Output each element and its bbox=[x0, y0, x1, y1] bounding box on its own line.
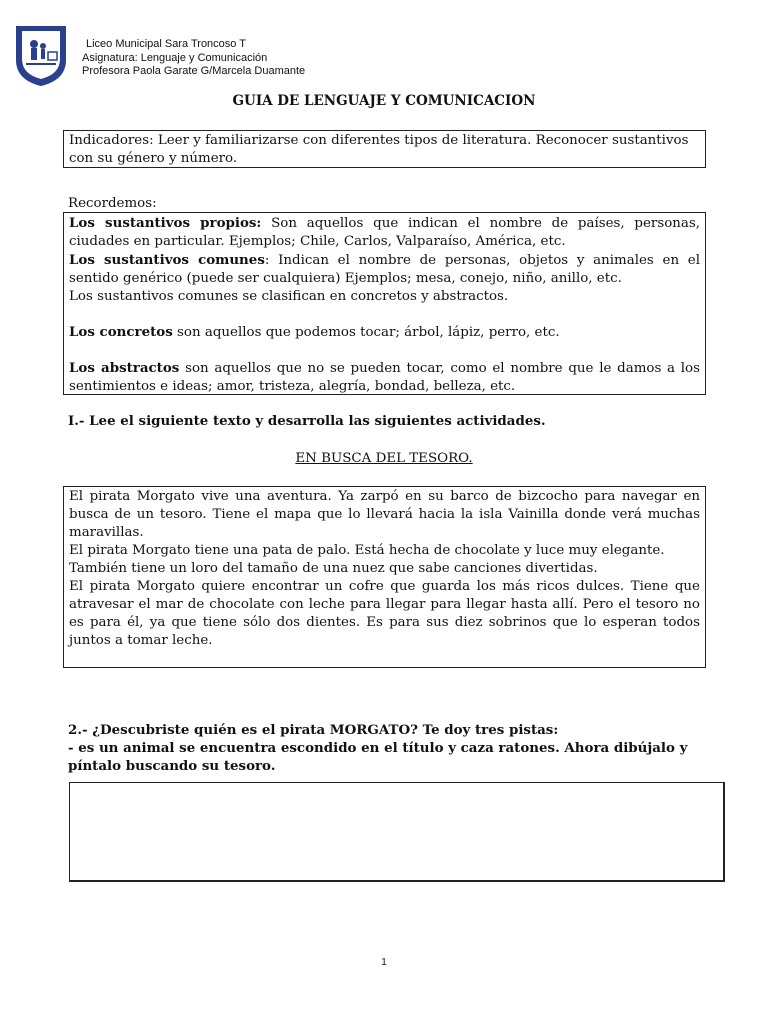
definitions-box bbox=[63, 212, 706, 395]
def-clasificacion: Los sustantivos comunes se clasifican en concretos y abstractos. bbox=[69, 289, 509, 304]
def-abstractos: Los abstractos son aquellos que no se pueden tocar, como el nombre que le damos a los sentimientos e ideas; amor, tristeza, alegría, bondad, belleza, etc. bbox=[69, 360, 700, 394]
teacher-line: Profesora Paola Garate G/Marcela Duamante bbox=[82, 65, 306, 77]
page-number: 1 bbox=[381, 957, 387, 968]
story-paragraph: También tiene un loro del tamaño de una nuez que sabe canciones divertidas. bbox=[69, 561, 598, 576]
story-paragraph: El pirata Morgato vive una aventura. Ya zarpó en su barco de bizcocho para navegar en busca de un tesoro. Tiene el mapa que lo llevará hacia la isla Vainilla donde verá muchas maravillas. bbox=[69, 489, 700, 540]
recordemos-label: Recordemos: bbox=[68, 196, 157, 211]
school-header bbox=[82, 38, 305, 79]
question-2 bbox=[68, 721, 708, 775]
page-title: GUIA DE LENGUAJE Y COMUNICACION bbox=[232, 93, 536, 109]
school-logo bbox=[12, 22, 70, 88]
section-1-heading: I.- Lee el siguiente texto y desarrolla las siguientes actividades. bbox=[68, 413, 546, 429]
indicators-box: Indicadores: Leer y familiarizarse con diferentes tipos de literatura. Reconocer sustantivos con su género y número. bbox=[63, 130, 706, 168]
story-title: EN BUSCA DEL TESORO. bbox=[295, 451, 473, 466]
story-paragraph: El pirata Morgato quiere encontrar un cofre que guarda los más ricos dulces. Tiene que atravesar el mar de chocolate con leche para llegar para llegar hasta allí. Pero el tesoro no es para él, ya que tiene sólo dos dientes. Es para sus diez sobrinos que lo esperan todos juntos a tomar leche. bbox=[69, 579, 700, 648]
def-comunes: Los sustantivos comunes: Indican el nombre de personas, objetos y animales en el sentido genérico (puede ser cualquiera) Ejemplos; mesa, conejo, niño, anillo, etc. bbox=[69, 252, 700, 286]
story-paragraph: El pirata Morgato tiene una pata de palo. Está hecha de chocolate y luce muy elegante. bbox=[69, 543, 665, 558]
question-2-line2: - es un animal se encuentra escondido en el título y caza ratones. Ahora dibújalo y píntalo buscando su tesoro. bbox=[68, 740, 688, 774]
def-propios: Los sustantivos propios: Son aquellos que indican el nombre de países, personas, ciudades en particular. Ejemplos; Chile, Carlos, Valparaíso, América, etc. bbox=[69, 215, 700, 249]
question-2-line1: 2.- ¿Descubriste quién es el pirata MORGATO? Te doy tres pistas: bbox=[68, 722, 559, 738]
school-name: Liceo Municipal Sara Troncoso T bbox=[86, 38, 246, 50]
story-box bbox=[63, 486, 706, 668]
drawing-box[interactable] bbox=[69, 782, 725, 882]
def-concretos: Los concretos son aquellos que podemos tocar; árbol, lápiz, perro, etc. bbox=[69, 324, 560, 340]
subject-line: Asignatura: Lenguaje y Comunicación bbox=[82, 51, 268, 64]
